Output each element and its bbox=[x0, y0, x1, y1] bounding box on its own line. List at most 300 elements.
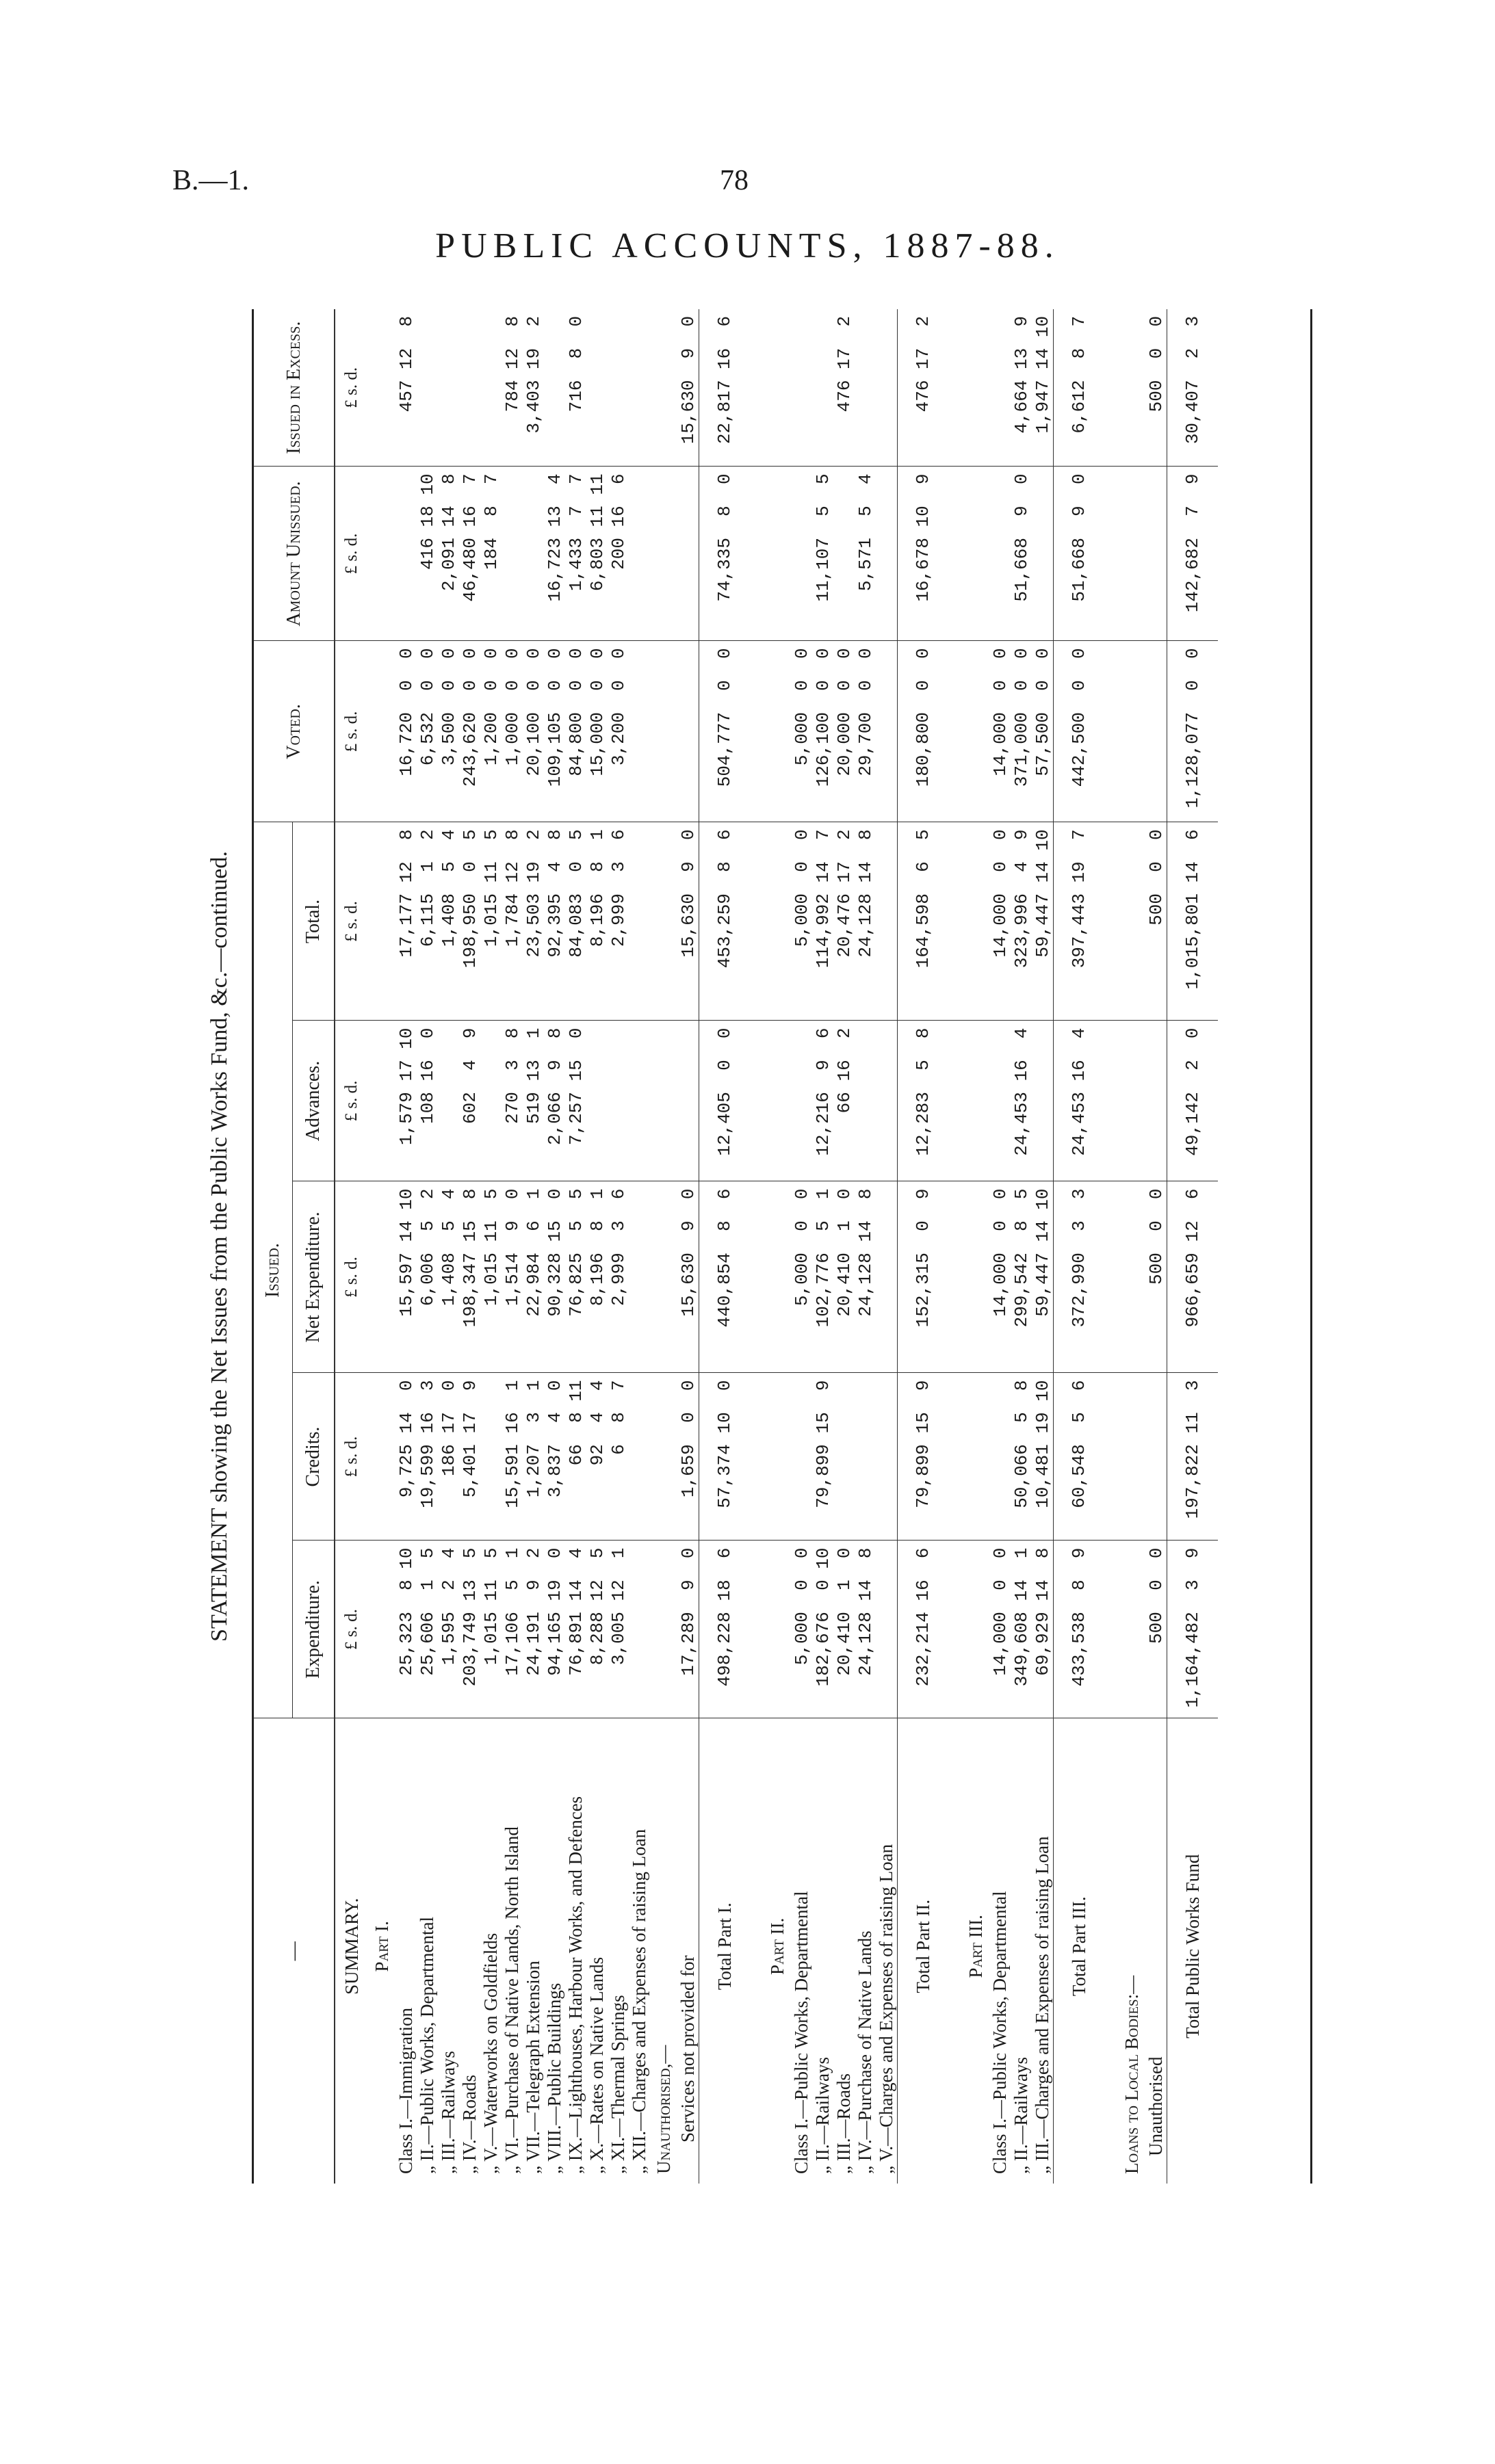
excess-cell: 476 17 2 bbox=[898, 309, 949, 467]
excess-cell bbox=[876, 309, 898, 467]
voted-cell: 109,105 0 0 bbox=[544, 641, 565, 822]
voted-cell: 371,000 0 0 bbox=[1011, 641, 1032, 822]
expenditure-cell: 17,106 5 1 bbox=[502, 1541, 523, 1718]
total-cell: 164,598 6 5 bbox=[898, 822, 949, 1021]
expenditure-cell: 69,929 14 8 bbox=[1032, 1541, 1054, 1718]
currency-units: £ s. d. bbox=[335, 467, 368, 641]
voted-cell bbox=[677, 641, 699, 822]
advances-cell bbox=[608, 1021, 629, 1181]
credits-cell bbox=[989, 1373, 1011, 1541]
statement-title: STATEMENT showing the Net Issues from the Public Works Fund, &c.—continued. bbox=[207, 851, 232, 1642]
net-expenditure-cell: 15,630 9 0 bbox=[677, 1181, 699, 1373]
row-label: „ XI.—Thermal Springs bbox=[608, 1995, 628, 2174]
table-row bbox=[677, 309, 699, 2184]
voted-cell: 1,000 0 0 bbox=[502, 641, 523, 822]
expenditure-cell: 498,228 18 6 bbox=[699, 1541, 751, 1718]
total-cell: 24,128 14 8 bbox=[855, 822, 876, 1021]
unissued-cell: 6,803 11 11 bbox=[586, 467, 608, 641]
unissued-cell: 46,480 16 7 bbox=[459, 467, 480, 641]
credits-cell: 60,548 5 6 bbox=[1054, 1373, 1105, 1541]
page-reference: B.—1. bbox=[172, 165, 250, 196]
total-cell: 92,395 4 8 bbox=[544, 822, 565, 1021]
voted-cell: 1,128,077 0 0 bbox=[1167, 641, 1219, 822]
credits-cell bbox=[855, 1373, 876, 1541]
currency-units: £ s. d. bbox=[335, 309, 368, 467]
net-expenditure-cell: 1,408 5 4 bbox=[438, 1181, 459, 1373]
table-row bbox=[876, 309, 898, 2184]
table-row bbox=[1011, 309, 1032, 2184]
expenditure-cell: 25,323 8 10 bbox=[395, 1541, 417, 1718]
row-label: „ VI.—Purchase of Native Lands, North Island bbox=[502, 1826, 522, 2174]
unissued-cell bbox=[1145, 467, 1167, 641]
spacer-row bbox=[948, 309, 962, 2184]
net-expenditure-cell bbox=[629, 1181, 650, 1373]
excess-cell bbox=[544, 309, 565, 467]
excess-cell bbox=[417, 309, 438, 467]
expenditure-cell: 500 0 0 bbox=[1145, 1541, 1167, 1718]
voted-cell: 6,532 0 0 bbox=[417, 641, 438, 822]
excess-cell: 784 12 8 bbox=[502, 309, 523, 467]
net-expenditure-cell: 8,196 8 1 bbox=[586, 1181, 608, 1373]
net-expenditure-cell: 20,410 1 0 bbox=[833, 1181, 855, 1373]
row-label: „ XII.—Charges and Expenses of raising Loan bbox=[629, 1829, 649, 2174]
voted-cell: 1,200 0 0 bbox=[480, 641, 502, 822]
row-label: „ II.—Railways bbox=[812, 2057, 833, 2174]
currency-units: £ s. d. bbox=[335, 822, 368, 1021]
row-label: Total Part III. bbox=[1054, 1718, 1105, 2184]
expenditure-cell: 20,410 1 0 bbox=[833, 1541, 855, 1718]
row-label: „ V.—Waterworks on Goldfields bbox=[480, 1932, 501, 2174]
total-row bbox=[898, 309, 949, 2184]
total-row bbox=[699, 309, 751, 2184]
excess-cell bbox=[855, 309, 876, 467]
credits-cell: 197,822 11 3 bbox=[1167, 1373, 1219, 1541]
part-2-heading: Part II. bbox=[766, 1917, 788, 1975]
label-header: — bbox=[254, 1718, 335, 2184]
row-label: „ X.—Rates on Native Lands bbox=[586, 1956, 607, 2174]
voted-cell: 126,100 0 0 bbox=[812, 641, 833, 822]
expenditure-cell: 24,191 9 2 bbox=[523, 1541, 544, 1718]
expenditure-cell: 14,000 0 0 bbox=[989, 1541, 1011, 1718]
unissued-cell bbox=[1032, 467, 1054, 641]
credits-cell: 15,591 16 1 bbox=[502, 1373, 523, 1541]
credits-cell: 92 4 4 bbox=[586, 1373, 608, 1541]
amount-unissued-header: Amount Unissued. bbox=[254, 467, 335, 641]
total-cell: 2,999 3 6 bbox=[608, 822, 629, 1021]
statement-table-block bbox=[193, 309, 1312, 2184]
excess-cell: 30,407 2 3 bbox=[1167, 309, 1219, 467]
table-row bbox=[1145, 309, 1167, 2184]
issued-header: Issued. bbox=[254, 822, 293, 1718]
advances-cell bbox=[876, 1021, 898, 1181]
expenditure-cell: 25,606 1 5 bbox=[417, 1541, 438, 1718]
expenditure-cell: 3,005 12 1 bbox=[608, 1541, 629, 1718]
advances-cell bbox=[1145, 1021, 1167, 1181]
credits-header: Credits. bbox=[293, 1373, 335, 1541]
table-row bbox=[1032, 309, 1054, 2184]
total-header: Total. bbox=[293, 822, 335, 1021]
expenditure-cell: 433,538 8 9 bbox=[1054, 1541, 1105, 1718]
net-expenditure-cell: 372,990 3 3 bbox=[1054, 1181, 1105, 1373]
advances-cell: 602 4 9 bbox=[459, 1021, 480, 1181]
voted-cell: 5,000 0 0 bbox=[791, 641, 812, 822]
statement-body bbox=[335, 309, 1218, 2184]
row-label: „ VII.—Telegraph Extension bbox=[523, 1961, 543, 2174]
net-expenditure-cell: 22,984 6 1 bbox=[523, 1181, 544, 1373]
issued-in-excess-header: Issued in Excess. bbox=[254, 309, 335, 467]
net-expenditure-header: Net Expenditure. bbox=[293, 1181, 335, 1373]
table-row bbox=[855, 309, 876, 2184]
net-expenditure-cell: 76,825 5 5 bbox=[565, 1181, 586, 1373]
advances-cell bbox=[1032, 1021, 1054, 1181]
excess-cell: 1,947 14 10 bbox=[1032, 309, 1054, 467]
credits-cell: 6 8 7 bbox=[608, 1373, 629, 1541]
row-label: Class I.—Immigration bbox=[395, 2008, 416, 2174]
unissued-cell bbox=[395, 467, 417, 641]
part-1-heading: Part I. bbox=[371, 1921, 392, 1972]
unissued-cell bbox=[677, 467, 699, 641]
grand-total-row bbox=[1167, 309, 1219, 2184]
advances-cell: 24,453 16 4 bbox=[1054, 1021, 1105, 1181]
credits-cell bbox=[480, 1373, 502, 1541]
advances-cell bbox=[989, 1021, 1011, 1181]
row-label: „ IV.—Purchase of Native Lands bbox=[855, 1930, 875, 2174]
excess-cell bbox=[608, 309, 629, 467]
voted-cell: 20,000 0 0 bbox=[833, 641, 855, 822]
voted-cell: 180,800 0 0 bbox=[898, 641, 949, 822]
unissued-cell bbox=[502, 467, 523, 641]
advances-cell: 1,579 17 10 bbox=[395, 1021, 417, 1181]
voted-cell: 16,720 0 0 bbox=[395, 641, 417, 822]
net-expenditure-cell: 24,128 14 8 bbox=[855, 1181, 876, 1373]
row-label: „ IX.—Lighthouses, Harbour Works, and Defences bbox=[565, 1796, 586, 2174]
advances-cell: 270 3 8 bbox=[502, 1021, 523, 1181]
total-cell: 1,784 12 8 bbox=[502, 822, 523, 1021]
credits-cell: 50,066 5 8 bbox=[1011, 1373, 1032, 1541]
expenditure-cell: 8,288 12 5 bbox=[586, 1541, 608, 1718]
excess-cell bbox=[791, 309, 812, 467]
expenditure-header: Expenditure. bbox=[293, 1541, 335, 1718]
net-expenditure-cell: 15,597 14 10 bbox=[395, 1181, 417, 1373]
expenditure-cell: 349,608 14 1 bbox=[1011, 1541, 1032, 1718]
units-row bbox=[335, 309, 368, 2184]
credits-cell: 5,401 17 9 bbox=[459, 1373, 480, 1541]
advances-cell bbox=[629, 1021, 650, 1181]
part-3-heading-row bbox=[962, 309, 989, 2184]
total-cell: 1,015 11 5 bbox=[480, 822, 502, 1021]
table-row bbox=[502, 309, 523, 2184]
advances-cell: 519 13 1 bbox=[523, 1021, 544, 1181]
total-row bbox=[1054, 309, 1105, 2184]
voted-cell: 84,800 0 0 bbox=[565, 641, 586, 822]
row-label: „ VIII.—Public Buildings bbox=[544, 1982, 564, 2174]
total-cell: 397,443 19 7 bbox=[1054, 822, 1105, 1021]
unissued-cell: 51,668 9 0 bbox=[1054, 467, 1105, 641]
advances-cell bbox=[677, 1021, 699, 1181]
row-label: „ II.—Railways bbox=[1011, 2057, 1031, 2174]
excess-cell: 716 8 0 bbox=[565, 309, 586, 467]
unissued-cell: 74,335 8 0 bbox=[699, 467, 751, 641]
currency-units: £ s. d. bbox=[335, 1541, 368, 1718]
row-label: „ IV.—Roads bbox=[459, 2075, 480, 2174]
net-expenditure-cell: 5,000 0 0 bbox=[791, 1181, 812, 1373]
advances-cell bbox=[791, 1021, 812, 1181]
advances-cell: 108 16 0 bbox=[417, 1021, 438, 1181]
total-cell: 453,259 8 6 bbox=[699, 822, 751, 1021]
total-cell: 500 0 0 bbox=[1145, 822, 1167, 1021]
voted-cell: 29,700 0 0 bbox=[855, 641, 876, 822]
row-label: „ III.—Railways bbox=[438, 2051, 458, 2174]
excess-cell bbox=[629, 309, 650, 467]
voted-cell: 57,500 0 0 bbox=[1032, 641, 1054, 822]
table-row bbox=[480, 309, 502, 2184]
table-row bbox=[459, 309, 480, 2184]
advances-cell: 24,453 16 4 bbox=[1011, 1021, 1032, 1181]
net-expenditure-cell: 6,006 5 2 bbox=[417, 1181, 438, 1373]
page-title: PUBLIC ACCOUNTS, 1887-88. bbox=[435, 226, 1060, 265]
total-cell: 6,115 1 2 bbox=[417, 822, 438, 1021]
voted-cell: 243,620 0 0 bbox=[459, 641, 480, 822]
advances-cell: 12,405 0 0 bbox=[699, 1021, 751, 1181]
row-label: Total Part I. bbox=[699, 1718, 751, 2184]
credits-cell: 10,481 19 10 bbox=[1032, 1373, 1054, 1541]
advances-cell bbox=[586, 1021, 608, 1181]
expenditure-cell bbox=[876, 1541, 898, 1718]
expenditure-cell: 1,595 2 4 bbox=[438, 1541, 459, 1718]
unissued-cell: 200 16 6 bbox=[608, 467, 629, 641]
part-3-heading: Part III. bbox=[965, 1915, 986, 1978]
total-cell: 23,503 19 2 bbox=[523, 822, 544, 1021]
unauthorised-heading: Unauthorised,— bbox=[653, 2045, 674, 2174]
row-label: „ III.—Charges and Expenses of raising Loan bbox=[1032, 1836, 1052, 2174]
expenditure-cell: 76,891 14 4 bbox=[565, 1541, 586, 1718]
expenditure-cell: 1,015 11 5 bbox=[480, 1541, 502, 1718]
voted-cell: 15,000 0 0 bbox=[586, 641, 608, 822]
credits-cell: 66 8 11 bbox=[565, 1373, 586, 1541]
credits-cell: 79,899 15 9 bbox=[812, 1373, 833, 1541]
expenditure-cell: 182,676 0 10 bbox=[812, 1541, 833, 1718]
unissued-cell bbox=[791, 467, 812, 641]
excess-cell bbox=[438, 309, 459, 467]
excess-cell bbox=[812, 309, 833, 467]
table-row bbox=[565, 309, 586, 2184]
excess-cell: 457 12 8 bbox=[395, 309, 417, 467]
advances-cell: 2,066 9 8 bbox=[544, 1021, 565, 1181]
table-row bbox=[608, 309, 629, 2184]
table-row bbox=[989, 309, 1011, 2184]
voted-cell: 3,200 0 0 bbox=[608, 641, 629, 822]
voted-cell bbox=[1145, 641, 1167, 822]
net-expenditure-cell: 2,999 3 6 bbox=[608, 1181, 629, 1373]
unissued-cell: 184 8 7 bbox=[480, 467, 502, 641]
credits-cell: 57,374 10 0 bbox=[699, 1373, 751, 1541]
voted-cell bbox=[629, 641, 650, 822]
group-header-row bbox=[254, 309, 293, 2184]
excess-cell: 6,612 8 7 bbox=[1054, 309, 1105, 467]
summary-heading: SUMMARY. bbox=[341, 1898, 362, 1995]
credits-cell bbox=[1145, 1373, 1167, 1541]
net-expenditure-cell: 90,328 15 0 bbox=[544, 1181, 565, 1373]
credits-cell bbox=[629, 1373, 650, 1541]
total-cell: 14,000 0 0 bbox=[989, 822, 1011, 1021]
statement-frame bbox=[252, 309, 1312, 2184]
unissued-cell: 16,678 10 9 bbox=[898, 467, 949, 641]
net-expenditure-cell: 966,659 12 6 bbox=[1167, 1181, 1219, 1373]
excess-cell: 476 17 2 bbox=[833, 309, 855, 467]
advances-cell: 49,142 2 0 bbox=[1167, 1021, 1219, 1181]
advances-header: Advances. bbox=[293, 1021, 335, 1181]
unauthorised-heading-row bbox=[650, 309, 677, 2184]
rotated-statement bbox=[193, 309, 1312, 2184]
unissued-cell bbox=[629, 467, 650, 641]
advances-cell: 12,216 9 6 bbox=[812, 1021, 833, 1181]
net-expenditure-cell: 152,315 0 9 bbox=[898, 1181, 949, 1373]
part-1-heading-row bbox=[368, 309, 395, 2184]
credits-cell bbox=[876, 1373, 898, 1541]
voted-cell: 3,500 0 0 bbox=[438, 641, 459, 822]
expenditure-cell: 203,749 13 5 bbox=[459, 1541, 480, 1718]
row-label: Unauthorised bbox=[1145, 2056, 1166, 2156]
table-row bbox=[417, 309, 438, 2184]
statement-table bbox=[254, 309, 1218, 2184]
spacer-row bbox=[750, 309, 764, 2184]
total-cell: 198,950 0 5 bbox=[459, 822, 480, 1021]
unissued-cell bbox=[833, 467, 855, 641]
expenditure-cell: 232,214 16 6 bbox=[898, 1541, 949, 1718]
row-label: „ II.—Public Works, Departmental bbox=[417, 1917, 437, 2174]
total-cell: 59,447 14 10 bbox=[1032, 822, 1054, 1021]
spacer-row bbox=[1104, 309, 1118, 2184]
currency-units: £ s. d. bbox=[335, 1373, 368, 1541]
table-row bbox=[523, 309, 544, 2184]
voted-cell: 14,000 0 0 bbox=[989, 641, 1011, 822]
excess-cell bbox=[989, 309, 1011, 467]
excess-cell bbox=[459, 309, 480, 467]
total-cell: 323,996 4 9 bbox=[1011, 822, 1032, 1021]
unissued-cell: 142,682 7 9 bbox=[1167, 467, 1219, 641]
row-label: Class I.—Public Works, Departmental bbox=[989, 1891, 1010, 2174]
expenditure-cell: 1,164,482 3 9 bbox=[1167, 1541, 1219, 1718]
unissued-cell bbox=[523, 467, 544, 641]
excess-cell: 500 0 0 bbox=[1145, 309, 1167, 467]
total-cell: 84,083 0 5 bbox=[565, 822, 586, 1021]
total-cell: 1,408 5 4 bbox=[438, 822, 459, 1021]
loans-heading: Loans to Local Bodies:— bbox=[1121, 1975, 1142, 2174]
voted-header: Voted. bbox=[254, 641, 335, 822]
expenditure-cell: 94,165 19 0 bbox=[544, 1541, 565, 1718]
advances-cell: 7,257 15 0 bbox=[565, 1021, 586, 1181]
net-expenditure-cell: 102,776 5 1 bbox=[812, 1181, 833, 1373]
excess-cell: 3,403 19 2 bbox=[523, 309, 544, 467]
unissued-cell bbox=[989, 467, 1011, 641]
net-expenditure-cell: 1,015 11 5 bbox=[480, 1181, 502, 1373]
total-cell: 1,015,801 14 6 bbox=[1167, 822, 1219, 1021]
table-row bbox=[833, 309, 855, 2184]
expenditure-cell: 17,289 9 0 bbox=[677, 1541, 699, 1718]
net-expenditure-cell: 440,854 8 6 bbox=[699, 1181, 751, 1373]
net-expenditure-cell: 1,514 9 0 bbox=[502, 1181, 523, 1373]
voted-cell: 442,500 0 0 bbox=[1054, 641, 1105, 822]
currency-units: £ s. d. bbox=[335, 641, 368, 822]
unissued-cell: 416 18 10 bbox=[417, 467, 438, 641]
expenditure-cell bbox=[629, 1541, 650, 1718]
table-row bbox=[791, 309, 812, 2184]
total-cell: 17,177 12 8 bbox=[395, 822, 417, 1021]
unissued-cell: 51,668 9 0 bbox=[1011, 467, 1032, 641]
unissued-cell: 2,091 14 8 bbox=[438, 467, 459, 641]
advances-cell: 66 16 2 bbox=[833, 1021, 855, 1181]
excess-cell: 4,664 13 9 bbox=[1011, 309, 1032, 467]
net-expenditure-cell: 299,542 8 5 bbox=[1011, 1181, 1032, 1373]
credits-cell bbox=[833, 1373, 855, 1541]
table-row bbox=[395, 309, 417, 2184]
net-expenditure-cell: 198,347 15 8 bbox=[459, 1181, 480, 1373]
total-cell bbox=[629, 822, 650, 1021]
credits-cell: 186 17 0 bbox=[438, 1373, 459, 1541]
row-label: Total Part II. bbox=[898, 1718, 949, 2184]
unissued-cell bbox=[876, 467, 898, 641]
expenditure-cell: 24,128 14 8 bbox=[855, 1541, 876, 1718]
currency-units: £ s. d. bbox=[335, 1181, 368, 1373]
net-expenditure-cell: 59,447 14 10 bbox=[1032, 1181, 1054, 1373]
net-expenditure-cell bbox=[876, 1181, 898, 1373]
table-row bbox=[812, 309, 833, 2184]
advances-cell: 12,283 5 8 bbox=[898, 1021, 949, 1181]
table-row bbox=[586, 309, 608, 2184]
unissued-cell: 5,571 5 4 bbox=[855, 467, 876, 641]
total-cell: 20,476 17 2 bbox=[833, 822, 855, 1021]
credits-cell: 79,899 15 9 bbox=[898, 1373, 949, 1541]
row-label: „ III.—Roads bbox=[833, 2073, 854, 2174]
unissued-cell: 11,107 5 5 bbox=[812, 467, 833, 641]
currency-units: £ s. d. bbox=[335, 1021, 368, 1181]
advances-cell bbox=[438, 1021, 459, 1181]
credits-cell bbox=[791, 1373, 812, 1541]
total-cell bbox=[876, 822, 898, 1021]
total-cell: 8,196 8 1 bbox=[586, 822, 608, 1021]
row-label: Class I.—Public Works, Departmental bbox=[791, 1891, 811, 2174]
net-expenditure-cell: 500 0 0 bbox=[1145, 1181, 1167, 1373]
credits-cell: 1,659 0 0 bbox=[677, 1373, 699, 1541]
row-label: Services not provided for bbox=[677, 1955, 698, 2142]
net-expenditure-cell: 14,000 0 0 bbox=[989, 1181, 1011, 1373]
total-cell: 15,630 9 0 bbox=[677, 822, 699, 1021]
voted-cell bbox=[876, 641, 898, 822]
total-cell: 114,992 14 7 bbox=[812, 822, 833, 1021]
table-row bbox=[544, 309, 565, 2184]
advances-cell bbox=[855, 1021, 876, 1181]
row-label: Total Public Works Fund bbox=[1167, 1718, 1219, 2184]
advances-cell bbox=[480, 1021, 502, 1181]
table-row bbox=[438, 309, 459, 2184]
voted-cell: 504,777 0 0 bbox=[699, 641, 751, 822]
expenditure-cell: 5,000 0 0 bbox=[791, 1541, 812, 1718]
table-row bbox=[629, 309, 650, 2184]
part-2-heading-row bbox=[764, 309, 791, 2184]
unissued-cell: 16,723 13 4 bbox=[544, 467, 565, 641]
page-number: 78 bbox=[720, 165, 749, 196]
excess-cell bbox=[480, 309, 502, 467]
row-label: „ V.—Charges and Expenses of raising Loan bbox=[876, 1844, 896, 2174]
loans-heading-row bbox=[1118, 309, 1145, 2184]
credits-cell: 1,207 3 1 bbox=[523, 1373, 544, 1541]
credits-cell: 3,837 4 0 bbox=[544, 1373, 565, 1541]
credits-cell: 19,599 16 3 bbox=[417, 1373, 438, 1541]
voted-cell: 20,100 0 0 bbox=[523, 641, 544, 822]
total-cell: 5,000 0 0 bbox=[791, 822, 812, 1021]
excess-cell: 22,817 16 6 bbox=[699, 309, 751, 467]
unissued-cell: 1,433 7 7 bbox=[565, 467, 586, 641]
